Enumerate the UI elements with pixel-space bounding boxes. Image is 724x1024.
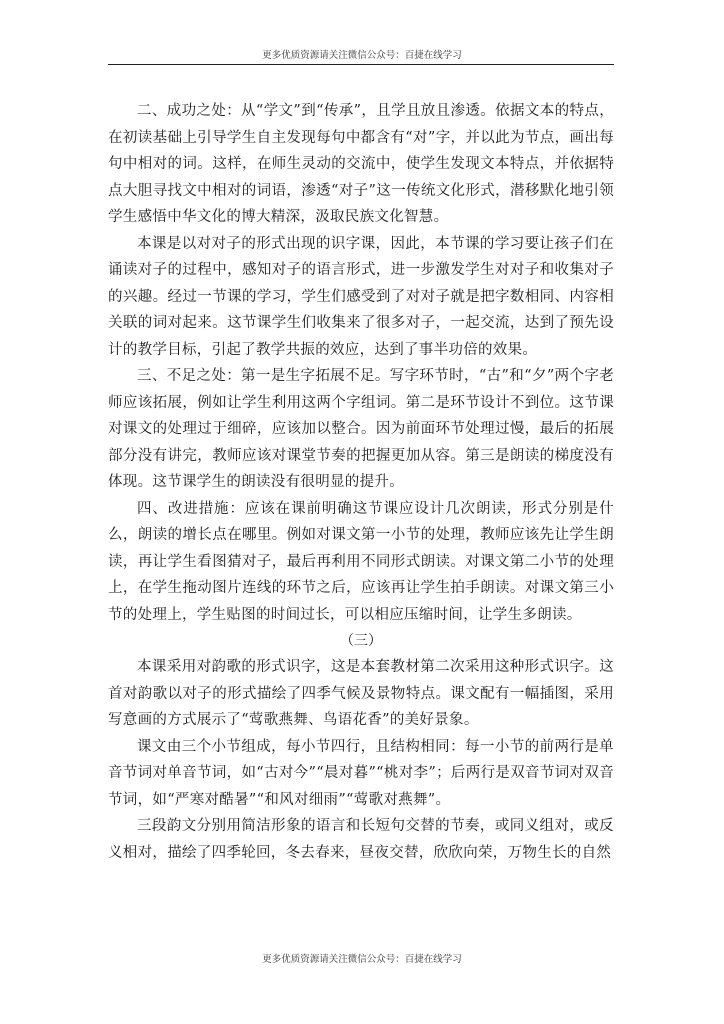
page-footer: 更多优质资源请关注微信公众号：百捷在线学习: [262, 954, 462, 965]
section-heading: （三）: [340, 633, 382, 649]
paragraph-lesson-summary: 本课是以对对子的形式出现的识字课，因此，本节课的学习要让孩子们在诵读对子的过程中，感知对子的语言形式，进一步激发学生对对子和收集对子的兴趣。经过一节课的学习，学生们感受到了对对子就是把字数相同、内容相关联的词对起来。这节课学生们收集来了很多对子，一起交流，达到了预先设计的教学目标，引起了教学共振的效应，达到了事半功倍的效果。: [108, 235, 614, 358]
page-header: 更多优质资源请关注微信公众号：百捷在线学习: [262, 50, 462, 61]
header-divider: [108, 64, 614, 65]
paragraph-success: 二、成功之处：从“学文”到“传承”，且学且放且渗透。依据文本的特点，在初读基础上引导学生自主发现每句中都含有“对”字，并以此为节点，画出每句中相对的词。这样，在师生灵动的交流中，使学生发现文本特点，并依据特点大胆寻找文中相对的词语，渗透“对子”这一传统文化形式，潜移默化地引领学生感悟中华文化的博大精深，汲取民族文化智慧。: [108, 103, 614, 225]
paragraph-structure: 课文由三个小节组成，每小节四行，且结构相同：每一小节的前两行是单音节词对单音节词，如“古对今”“晨对暮”“桃对李”；后两行是双音节词对双音节词，如“严寒对酷暑”“和风对细雨”“莺歌对燕舞”。: [108, 738, 614, 808]
document-body: [108, 98, 614, 866]
paragraph-rhyme: 三段韵文分别用简洁形象的语言和长短句交替的节奏，或同义组对，或反义相对，描绘了四季轮回，冬去春来，昼夜交替，欣欣向荣，万物生长的自然: [108, 818, 614, 861]
paragraph-intro: 本课采用对韵歌的形式识字，这是本套教材第二次采用这种形式识字。这首对韵歌以对子的形式描绘了四季气候及景物特点。课文配有一幅插图，采用写意画的方式展示了“莺歌燕舞、鸟语花香”的美好景象。: [108, 659, 614, 728]
paragraph-shortcomings: 三、不足之处：第一是生字拓展不足。写字环节时，“古”和“夕”两个字老师应该拓展，例如让学生利用这两个字组词。第二是环节设计不到位。这节课对课文的处理过于细碎，应该加以整合。因为前面环节处理过慢，最后的拓展部分没有讲完，教师应该对课堂节奏的把握更加从容。第三是朗读的梯度没有体现。这节课学生的朗读没有很明显的提升。: [108, 368, 614, 490]
paragraph-improvements: 四、改进措施：应该在课前明确这节课应设计几次朗读，形式分别是什么，朗读的增长点在哪里。例如对课文第一小节的处理，教师应该先让学生朗读，再让学生看图猜对子，最后再利用不同形式朗读。对课文第二小节的处理上，在学生拖动图片连线的环节之后，应该再让学生拍手朗读。对课文第三小节的处理上，学生贴图的时间过长，可以相应压缩时间，让学生多朗读。: [108, 500, 614, 623]
